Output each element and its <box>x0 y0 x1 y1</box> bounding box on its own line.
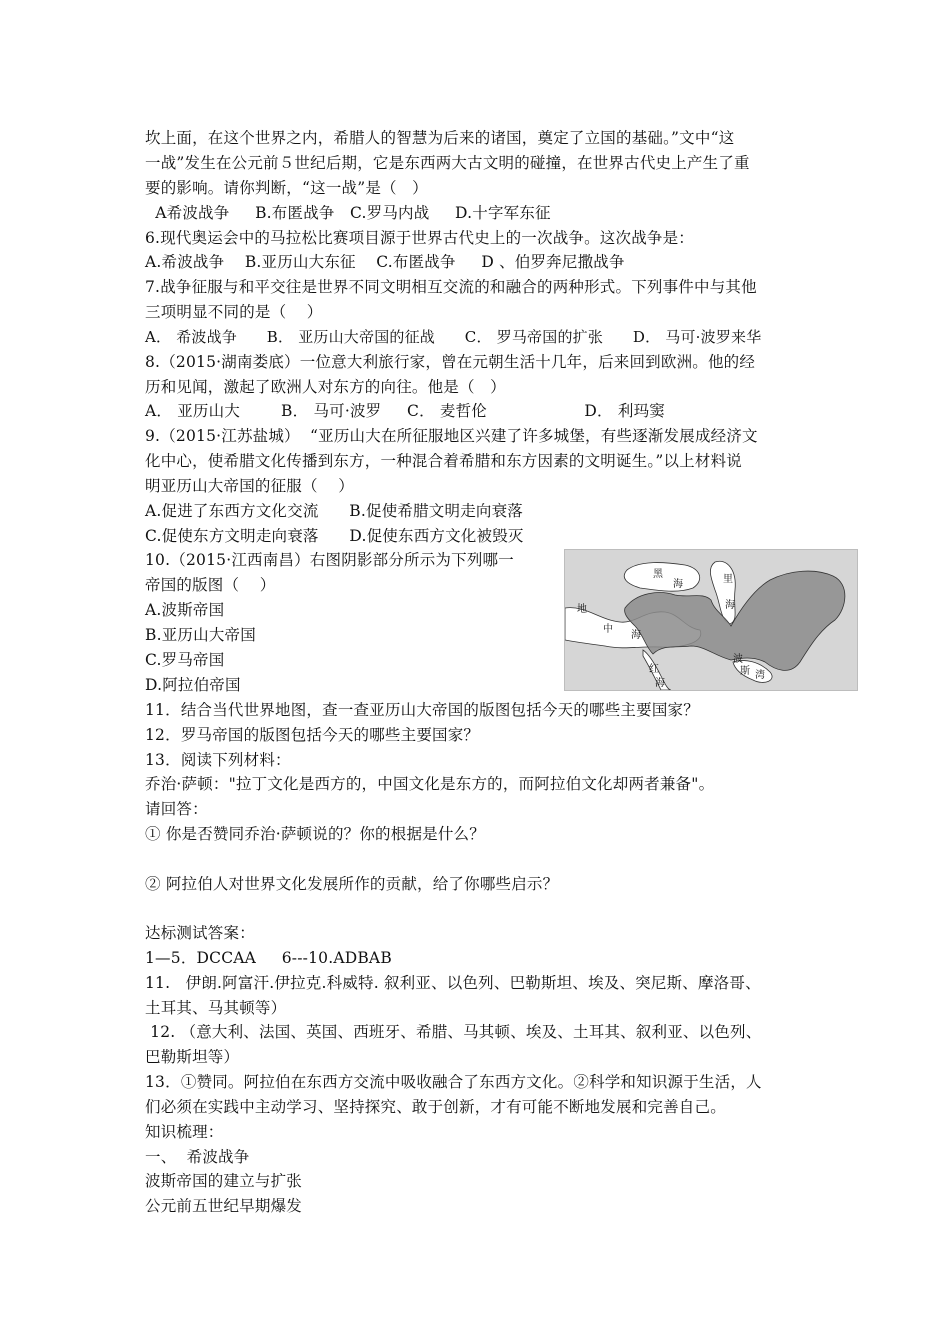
question-11: 11．结合当代世界地图，查一查亚历山大帝国的版图包括今天的哪些主要国家？ <box>145 701 699 719</box>
text-line: 一、 希波战争 <box>145 1148 250 1166</box>
text-line: A.希波战争 B.亚历山大东征 C.布匿战争 D 、伯罗奔尼撒战争 <box>145 253 625 271</box>
text-line: 帝国的版图（ ） <box>145 576 276 594</box>
section-heading: 知识梳理： <box>145 1123 224 1141</box>
option-line: D.阿拉伯帝国 <box>145 676 241 694</box>
text-line: ① 你是否赞同乔治·萨顿说的？你的根据是什么？ <box>145 825 485 843</box>
map-label-persian-gulf: 斯 <box>740 666 750 677</box>
map-label-red-sea: 海 <box>655 678 665 689</box>
text-line: 们必须在实践中主动学习、坚持探究、敢于创新，才有可能不断地发展和完善自己。 <box>145 1098 726 1116</box>
map-label-caspian-sea: 海 <box>725 600 735 611</box>
text-line: 请回答： <box>145 800 208 818</box>
map-label-persian-gulf: 波 <box>733 654 743 665</box>
text-line: ② 阿拉伯人对世界文化发展所作的贡献，给了你哪些启示？ <box>145 875 559 893</box>
map-label-caspian-sea: 里 <box>723 574 733 585</box>
question-12: 12．罗马帝国的版图包括今天的哪些主要国家？ <box>145 726 480 744</box>
text-line: A． 亚历山大 B． 马可·波罗 C． 麦哲伦 D． 利玛窦 <box>145 402 665 420</box>
question-13: 13．阅读下列材料： <box>145 751 291 769</box>
text-line: 明亚历山大帝国的征服（ ） <box>145 477 354 495</box>
map-label-persian-gulf: 湾 <box>755 670 765 681</box>
question-10: 10.（2015·江西南昌）右图阴影部分所示为下列哪一 <box>145 551 514 569</box>
map-label-mediterranean: 中 <box>603 624 613 635</box>
empire-map <box>564 549 858 691</box>
text-line: 土耳其、马其顿等） <box>145 999 287 1017</box>
option-line: A.波斯帝国 <box>145 601 225 619</box>
text-line: A希波战争 B.布匿战争 C.罗马内战 D.十字军东征 <box>145 204 551 222</box>
map-graphic <box>565 550 857 690</box>
map-label-red-sea: 红 <box>649 664 659 675</box>
map-label-mediterranean: 地 <box>577 604 587 615</box>
text-line: 13．①赞同。阿拉伯在东西方交流中吸收融合了东西方文化。②科学和知识源于生活，人 <box>145 1073 762 1091</box>
text-line: 三项明显不同的是（ ） <box>145 303 323 321</box>
text-line: 11. 伊朗.阿富汗.伊拉克.科威特. 叙利亚、以色列、巴勒斯坦、埃及、突尼斯、摩洛哥、 <box>145 974 761 992</box>
map-label-black-sea: 黑 <box>653 569 663 580</box>
answers-heading: 达标测试答案： <box>145 924 255 942</box>
question-9: 9.（2015·江苏盐城） “亚历山大在所征服地区兴建了许多城堡，有些逐渐发展成经济文 <box>145 427 758 445</box>
text-line: 巴勒斯坦等） <box>145 1048 240 1066</box>
map-label-black-sea: 海 <box>673 579 683 590</box>
text-line: 化中心，使希腊文化传播到东方，一种混合着希腊和东方因素的文明诞生。”以上材料说 <box>145 452 742 470</box>
text-line: 坎上面，在这个世界之内，希腊人的智慧为后来的诸国，奠定了立国的基础。”文中“这 <box>145 129 735 147</box>
option-line: C.罗马帝国 <box>145 651 225 669</box>
text-line: 波斯帝国的建立与扩张 <box>145 1172 303 1190</box>
text-line: 12. （意大利、法国、英国、西班牙、希腊、马其顿、埃及、土耳其、叙利亚、以色列、 <box>145 1023 762 1041</box>
text-line: A． 希波战争 B． 亚历山大帝国的征战 C． 罗马帝国的扩张 D． 马可·波罗来华 <box>145 328 762 346</box>
text-line: 历和见闻，激起了欧洲人对东方的向往。他是（ ） <box>145 378 506 396</box>
option-line: B.亚历山大帝国 <box>145 626 256 644</box>
text-line: 一战”发生在公元前５世纪后期，它是东西两大古文明的碰撞，在世界古代史上产生了重 <box>145 154 750 172</box>
question-7: 7.战争征服与和平交往是世界不同文明相互交流的和融合的两种形式。下列事件中与其他 <box>145 278 757 296</box>
text-line: 1—5．DCCAA 6---10.ADBAB <box>145 949 392 967</box>
text-line: 乔治·萨顿："拉丁文化是西方的，中国文化是东方的，而阿拉伯文化却两者兼备"。 <box>145 775 715 793</box>
text-line: C.促使东方文明走向衰落 D.促使东西方文化被毁灭 <box>145 527 524 545</box>
text-line: A.促进了东西方文化交流 B.促使希腊文明走向衰落 <box>145 502 524 520</box>
map-label-mediterranean: 海 <box>631 630 641 641</box>
question-6: 6.现代奥运会中的马拉松比赛项目源于世界古代史上的一次战争。这次战争是： <box>145 229 694 247</box>
question-8: 8.（2015·湖南娄底）一位意大利旅行家，曾在元朝生活十几年，后来回到欧洲。他的经 <box>145 353 756 371</box>
text-line: 要的影响。请你判断，“这一战”是（ ） <box>145 179 428 197</box>
text-line: 公元前五世纪早期爆发 <box>145 1197 303 1215</box>
